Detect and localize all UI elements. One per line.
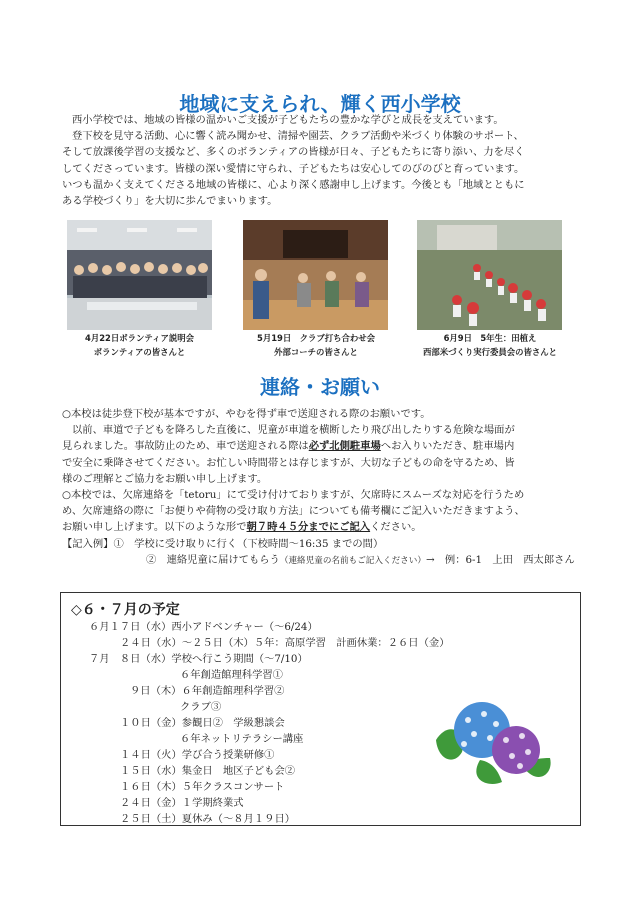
- deadline-emphasis: 朝７時４５分までにご記入: [246, 521, 371, 534]
- caption-line: 4月22日ボランティア説明会: [85, 333, 194, 343]
- notice-text: ② 連絡児童に届けてもらう: [146, 553, 280, 566]
- schedule-row: １０日（金）参観日② 学級懇談会: [120, 717, 285, 729]
- notice-line: め、欠席連絡の際に「お便りや荷物の受け取り方法」についても備考欄にご記入いただきますよう、: [62, 505, 525, 518]
- schedule-title: ◇６・７月の予定: [71, 602, 180, 618]
- photo-rice-planting: [417, 220, 562, 330]
- caption-line: 5月19日 クラブ打ち合わせ会: [257, 333, 375, 343]
- photo-club-meeting: [243, 220, 388, 330]
- section2-body: [62, 406, 582, 569]
- section1-line: そして放課後学習の支援など、多くのボランティアの皆様が日々、子どもたちに寄り添い、力を尽く: [62, 146, 525, 159]
- photo-caption-2: [236, 331, 396, 359]
- example-line-2: [62, 552, 582, 569]
- section1-body: [62, 112, 582, 209]
- section1-line: してくださっています。皆様の深い愛情に守られ、子どもたちは安心してのびのびと育っています。: [62, 162, 525, 175]
- schedule-row: ６年ネットリテラシー講座: [180, 733, 304, 745]
- schedule-row: １６日（木）５年クラスコンサート: [120, 781, 285, 793]
- notice-text: → 例：6-1 上田 西太郎さん: [425, 553, 575, 566]
- schedule-row: ９日（木）６年創造館理科学習②: [130, 685, 285, 697]
- photo-club-meeting-image: [243, 220, 388, 330]
- caption-line: ボランティアの皆さんと: [93, 347, 186, 357]
- example-line-1: 【記入例】① 学校に受け取りに行く（下校時間〜16:35 までの間）: [62, 537, 384, 550]
- notice-text: お願い申し上げます。以下のような形で: [62, 521, 247, 534]
- section1-title: 地域に支えられ、輝く西小学校: [179, 92, 461, 116]
- notice-line: 以前、車道で子どもを降ろした直後に、児童が車道を横断したり飛び出したりする危険な場面が: [72, 424, 515, 437]
- notice-note: （連絡児童の名前もご記入ください）: [279, 555, 426, 566]
- caption-line: 西部米づくり実行委員会の皆さんと: [423, 347, 557, 357]
- notice-line: で安全に乗降させてください。お忙しい時間帯とは存じますが、大切な子どもの命を守るため、皆: [62, 456, 515, 469]
- schedule-row: １４日（火）学び合う授業研修①: [120, 749, 275, 761]
- section1-line: いつも温かく支えてくださる地域の皆様に、心より深く感謝申し上げます。今後とも「地域とともに: [62, 178, 525, 191]
- schedule-row: クラブ③: [180, 701, 222, 713]
- notice-text: へお入りいただき、駐車場内: [380, 440, 515, 453]
- photo-caption-1: [67, 331, 212, 359]
- schedule-row: ２５日（土）夏休み（〜８月１９日）: [120, 813, 296, 825]
- notice-line: [62, 519, 582, 535]
- notice-line: [62, 438, 582, 454]
- caption-line: 6月9日 5年生：田植え: [443, 333, 537, 343]
- section1-line: ある学校づくり」を大切に歩んでまいります。: [62, 195, 278, 208]
- section1-line: 西小学校では、地域の皆様の温かいご支援が子どもたちの豊かな学びと成長を支えています。: [72, 114, 504, 126]
- photo-volunteer-meeting: [67, 220, 212, 330]
- schedule-row: ２４日（金）１学期終業式: [120, 797, 244, 809]
- notice-text: 見られました。事故防止のため、車で送迎される際は: [62, 440, 309, 453]
- notice-line: ○本校は徒歩登下校が基本ですが、やむを得ず車で送迎される際のお願いです。: [62, 408, 431, 420]
- schedule-row: １５日（水）集金日 地区子ども会②: [120, 765, 296, 777]
- schedule-row: ６年創造館理科学習①: [180, 669, 283, 681]
- photo-rice-planting-image: [417, 220, 562, 330]
- caption-line: 外部コーチの皆さんと: [274, 347, 358, 357]
- schedule-row: ７月 ８日（水）学校へ行こう期間（〜7/10）: [89, 653, 308, 665]
- hydrangea-illustration-icon: [428, 700, 556, 788]
- photo-caption-3: [405, 331, 575, 359]
- photo-volunteer-meeting-image: [67, 220, 212, 330]
- section2-title: 連絡・お願い: [260, 375, 380, 399]
- schedule-row: ２４日（水）〜２５日（木）５年：高原学習 計画休業：２６日（金）: [120, 637, 450, 649]
- notice-text: ください。: [370, 521, 422, 534]
- notice-line: ○本校では、欠席連絡を「tetoru」にて受け付けておりますが、欠席時にスムーズな対応を行うため: [62, 489, 525, 502]
- section1-line: 登下校を見守る活動、心に響く読み聞かせ、清掃や園芸、クラブ活動や米づくり体験のサポート、: [72, 130, 524, 143]
- notice-line: 様のご理解とご協力をお願い申し上げます。: [62, 472, 268, 485]
- schedule-row: ６月１７日（水）西小アドベンチャー（〜6/24）: [89, 621, 318, 633]
- north-parking-emphasis: 必ず北側駐車場: [308, 440, 381, 453]
